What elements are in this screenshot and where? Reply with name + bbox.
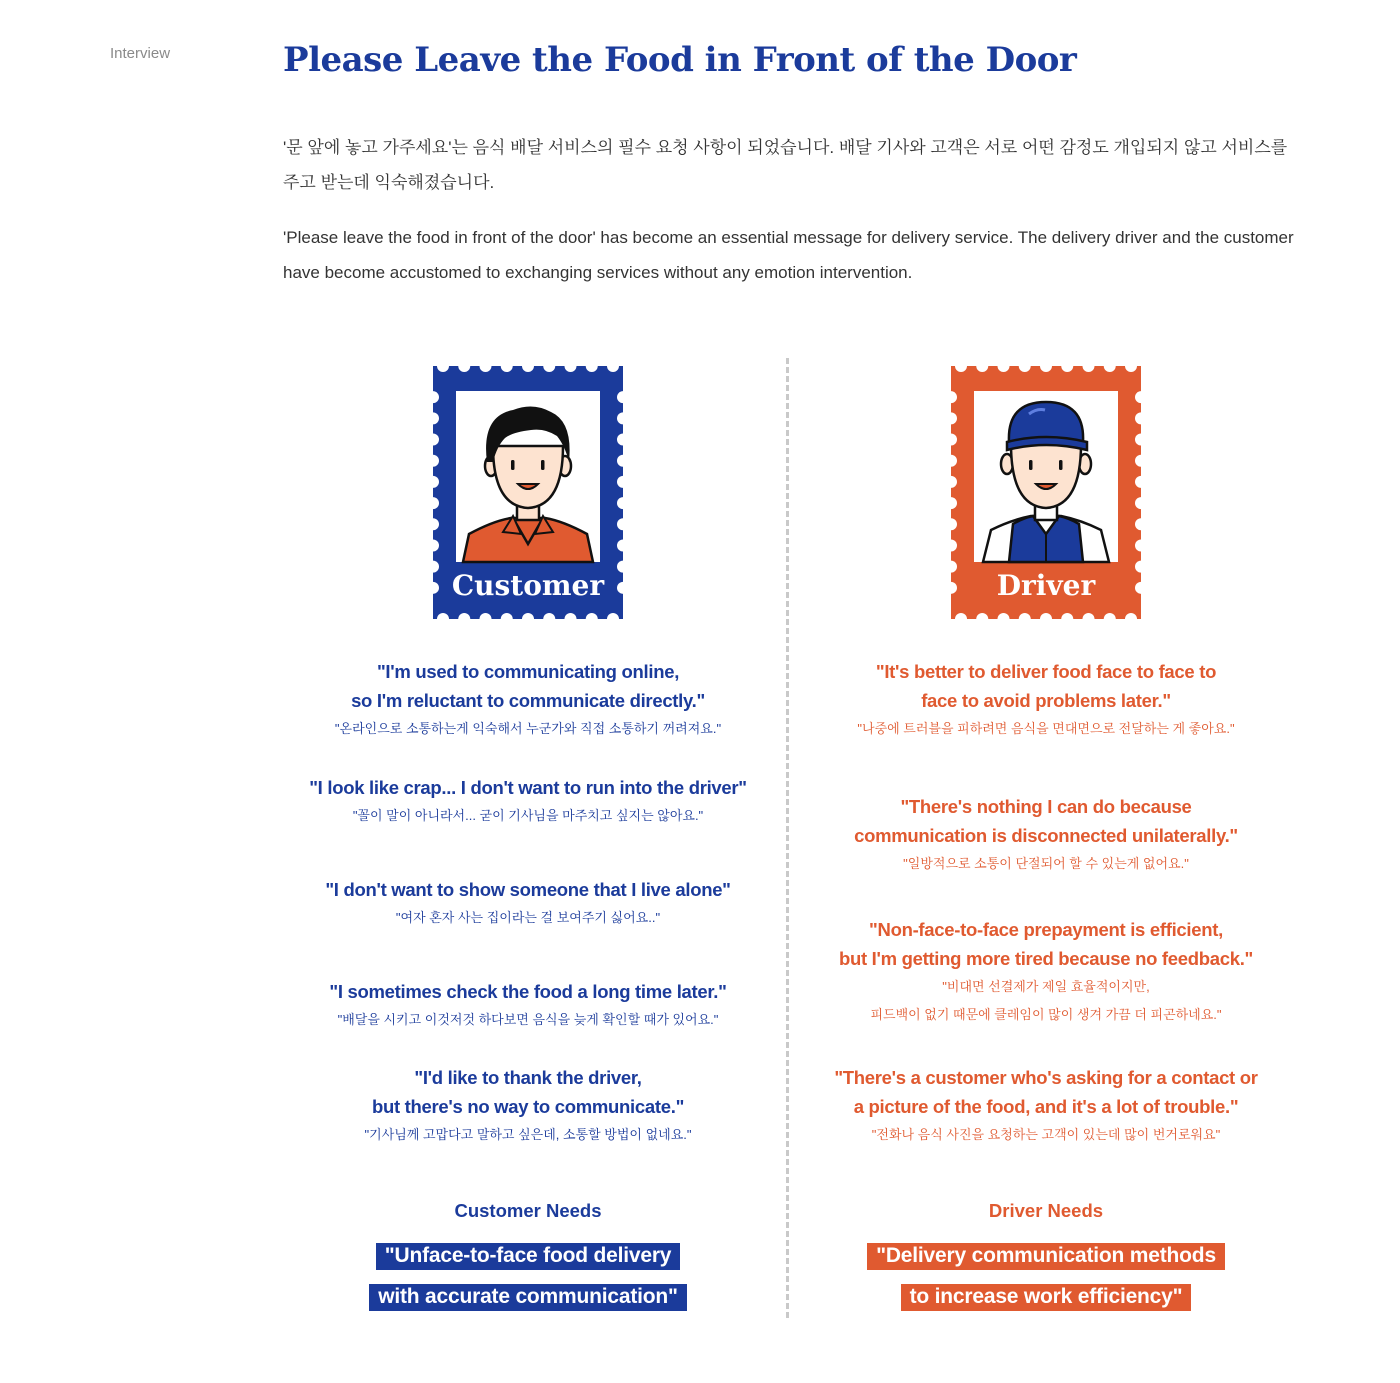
needs-line: "Unface-to-face food delivery	[376, 1243, 681, 1270]
driver-stamp-label: Driver	[996, 569, 1096, 602]
quote-korean: "일방적으로 소통이 단절되어 할 수 있는게 없어요."	[903, 856, 1189, 871]
customer-quote-3	[268, 875, 788, 932]
quote-english: "I'd like to thank the driver, but there's no way to communicate."	[371, 1067, 685, 1117]
quote-korean: "나중에 트러블을 피하려면 음식을 면대면으로 전달하는 게 좋아요."	[857, 721, 1235, 736]
customer-quote-4	[268, 977, 788, 1034]
customer-quote-2	[268, 773, 788, 830]
quote-english: "There's a customer who's asking for a contact or a picture of the food, and it's a lot of trouble."	[834, 1067, 1258, 1117]
customer-needs-statement	[268, 1243, 788, 1325]
quote-english: "Non-face-to-face prepayment is efficient, but I'm getting more tired because no feedback."	[838, 919, 1254, 969]
quote-korean: "온라인으로 소통하는게 익숙해서 누군가와 직접 소통하기 꺼려져요."	[334, 721, 722, 736]
needs-line: "Delivery communication methods	[867, 1243, 1225, 1270]
customer-quote-1	[268, 657, 788, 743]
driver-quote-4	[786, 1063, 1306, 1149]
driver-quote-2	[786, 792, 1306, 878]
customer-quotes	[268, 657, 788, 1187]
driver-needs-statement	[786, 1243, 1306, 1325]
intro-english: 'Please leave the food in front of the door' has become an essential message for delivery service. The delivery driver and the customer have become accustomed to exchanging services without any emotion intervention.	[283, 228, 1294, 282]
quote-english: "I sometimes check the food a long time later."	[329, 981, 727, 1002]
quote-korean: "배달을 시키고 이것저것 하다보면 음식을 늦게 확인할 때가 있어요."	[337, 1012, 719, 1027]
driver-column	[786, 366, 1306, 1308]
quote-english: "There's nothing I can do because communication is disconnected unilaterally."	[854, 796, 1238, 846]
driver-needs-title: Driver Needs	[988, 1200, 1104, 1221]
quote-korean: "전화나 음식 사진을 요청하는 고객이 있는데 많이 번거로워요"	[871, 1127, 1221, 1142]
quote-korean: "기사님께 고맙다고 말하고 싶은데, 소통할 방법이 없네요."	[364, 1127, 692, 1142]
quote-english: "I look like crap... I don't want to run into the driver"	[309, 777, 747, 798]
needs-line: with accurate communication"	[369, 1284, 687, 1311]
quote-english: "I'm used to communicating online, so I'm reluctant to communicate directly."	[351, 661, 705, 711]
quote-english: "I don't want to show someone that I live alone"	[325, 879, 731, 900]
page-title: Please Leave the Food in Front of the Door	[283, 40, 1077, 80]
intro-korean: '문 앞에 놓고 가주세요'는 음식 배달 서비스의 필수 요청 사항이 되었습니다. 배달 기사와 고객은 서로 어떤 감정도 개입되지 않고 서비스를 주고 받는데 익숙해졌습니다.	[283, 138, 1288, 192]
driver-stamp	[951, 366, 1141, 619]
customer-stamp-label: Customer	[451, 569, 605, 602]
quote-korean: "꼴이 말이 아니라서... 굳이 기사님을 마주치고 싶지는 않아요."	[352, 808, 704, 823]
quote-korean: "비대면 선결제가 제일 효율적이지만, 피드백이 없기 때문에 클레임이 많이 생겨 가끔 더 피곤하네요."	[870, 979, 1222, 1022]
customer-stamp	[433, 366, 623, 619]
customer-column	[268, 366, 788, 1308]
customer-quote-5	[268, 1063, 788, 1149]
driver-quotes	[786, 657, 1306, 1187]
section-label: Interview	[110, 45, 171, 62]
driver-quote-1	[786, 657, 1306, 743]
quote-english: "It's better to deliver food face to face to face to avoid problems later."	[875, 661, 1217, 711]
customer-needs-title: Customer Needs	[454, 1200, 602, 1221]
driver-quote-3	[786, 915, 1306, 1029]
needs-line: to increase work efficiency"	[901, 1284, 1192, 1311]
quote-korean: "여자 혼자 사는 집이라는 걸 보여주기 싫어요.."	[395, 910, 661, 925]
